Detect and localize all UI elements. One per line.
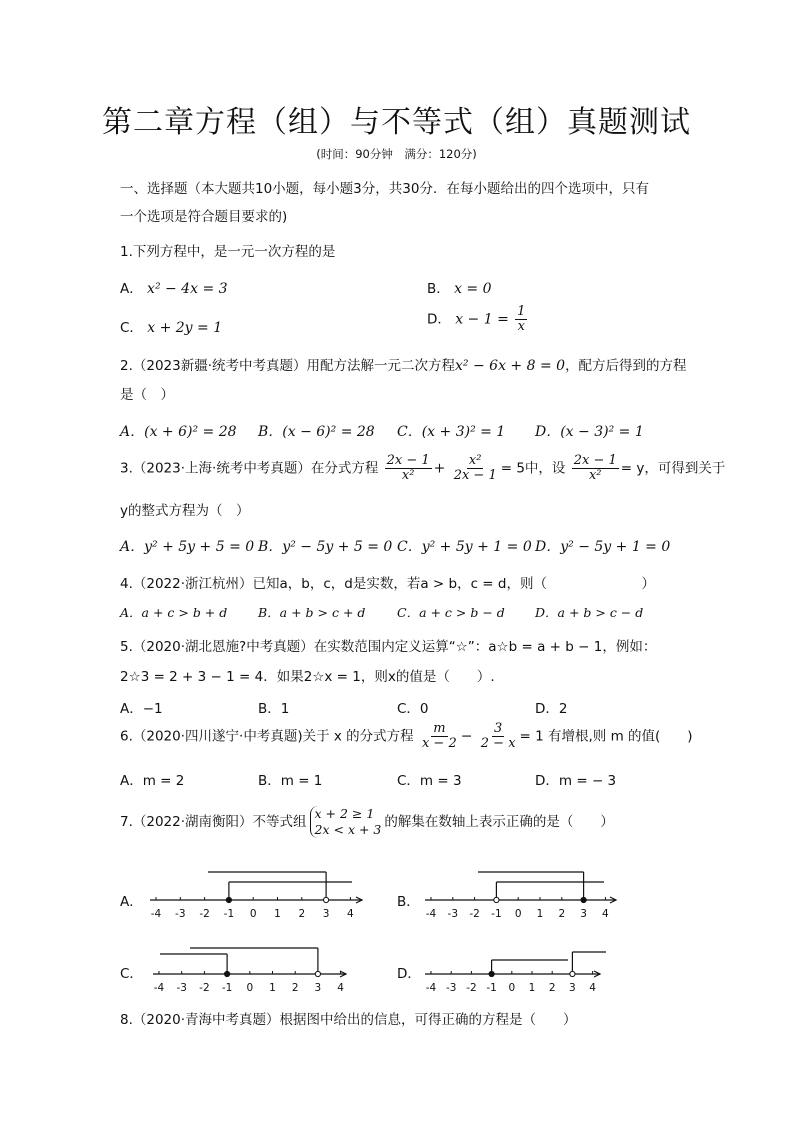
q2-stem-math: x² − 6x + 8 = 0	[455, 358, 566, 374]
tick-label-neg2: -2	[466, 982, 477, 994]
open-point	[324, 897, 329, 902]
q5-stem: 5.（2020·湖北恩施?中考真题）在实数范围内定义运算“☆”：a☆b = a + b − 1，例如：	[120, 639, 657, 655]
q7-option-c-label: C．	[120, 966, 143, 982]
tick-label-1: 1	[274, 908, 281, 920]
tick-label-neg1: -1	[486, 982, 497, 994]
tick-label-3: 3	[314, 982, 322, 994]
q6-option-d: D．m = − 3	[535, 773, 617, 789]
q3-eq: = 5中，设	[500, 460, 566, 477]
q3-eq2: = y，可得到关于	[620, 460, 726, 477]
tick-label-4: 4	[589, 982, 596, 994]
q3-option-c: C．y² + 5y + 1 = 0	[397, 539, 532, 555]
tick-label-1: 1	[536, 908, 544, 920]
tick-label-2: 2	[558, 908, 566, 920]
q3-plus: +	[433, 460, 446, 477]
tick-label-neg4: -4	[425, 908, 437, 920]
tick-label-neg4: -4	[150, 908, 162, 920]
tick-label-3: 3	[322, 908, 330, 920]
q2-option-c: C．(x + 3)² = 1	[397, 424, 506, 440]
q4-option-c: C．a + c > b − d	[397, 605, 505, 620]
tick-label-neg4: -4	[425, 982, 437, 994]
q3-fraction-3: $\frac{2x - 1}{\text{x²}}$	[573, 453, 617, 483]
tick-label-3: 3	[580, 908, 587, 920]
q2-stem-text2: ，配方后得到的方程	[565, 358, 687, 374]
page-title: 第二章方程（组）与不等式（组）真题测试	[102, 105, 691, 140]
q3-option-d: D．y² − 5y + 1 = 0	[535, 539, 671, 555]
tick-label-neg2: -2	[469, 908, 480, 920]
q2-stem-line2: 是（ ）	[120, 387, 174, 403]
tick-label-1: 1	[269, 982, 276, 994]
q6-option-b: B．m = 1	[258, 773, 323, 789]
q1-c-math: x + 2y = 1	[147, 320, 223, 336]
tick-label-4: 4	[347, 908, 354, 920]
closed-point	[489, 971, 494, 976]
q4-option-a: A．a + c > b + d	[120, 605, 228, 620]
q4-option-b: B．a + b > c + d	[258, 605, 366, 620]
q2-option-b: B．(x − 6)² = 28	[258, 424, 375, 440]
tick-label-0: 0	[508, 982, 516, 994]
q3-stem-text: 3.（2023·上海·统考中考真题）在分式方程	[120, 460, 379, 477]
tick-label-4: 4	[337, 982, 344, 994]
q3-fraction-1: $\frac{2x - 1}{\text{x²}}$	[386, 453, 430, 483]
number-line-d	[425, 952, 606, 994]
tick-label-1: 1	[528, 982, 536, 994]
q7-option-d-label: D．	[397, 966, 421, 982]
closed-point	[581, 897, 586, 902]
section-heading-line1: 一、选择题（本大题共10小题，每小题3分，共30分．在每小题给出的四个选项中，只有	[120, 181, 649, 197]
tick-label-neg2: -2	[199, 908, 210, 920]
q6-option-a: A．m = 2	[120, 773, 185, 789]
tick-label-neg1: -1	[491, 908, 502, 920]
open-point	[494, 897, 499, 902]
section-heading-line2: 一个选项是符合题目要求的)	[120, 209, 288, 225]
tick-label-4: 4	[602, 908, 609, 920]
tick-label-neg4: -4	[153, 982, 165, 994]
tick-label-0: 0	[514, 908, 522, 920]
closed-point	[226, 897, 231, 902]
q6-minus: −	[460, 728, 473, 745]
q5-option-b: B．1	[258, 701, 290, 717]
q7-ineq-2: 2x < x + 3	[314, 822, 382, 837]
tick-label-neg1: -1	[223, 908, 235, 920]
q3-option-a: A．y² + 5y + 5 = 0	[120, 539, 255, 555]
tick-label-2: 2	[548, 982, 556, 994]
tick-label-2: 2	[298, 908, 306, 920]
q4-option-d: D．a + b > c − d	[535, 605, 644, 620]
q5-option-c: C．0	[397, 701, 429, 717]
tick-label-neg3: -3	[445, 982, 457, 994]
q7-option-a-label: A．	[120, 894, 143, 910]
q6-stem-text2: = 1 有增根,则 m 的值( )	[519, 728, 693, 745]
number-line-a	[150, 872, 362, 920]
open-point	[570, 971, 575, 976]
q8-stem: 8.（2020·青海中考真题）根据图中给出的信息，可得正确的方程是（ ）	[120, 1012, 577, 1028]
tick-label-2: 2	[291, 982, 299, 994]
q5-stem-line2: 2☆3 = 2 + 3 − 1 = 4．如果2☆x = 1，则x的值是（ ）.	[120, 669, 495, 685]
q7-ineq-1: x + 2 ≥ 1	[314, 806, 375, 821]
q1-d-math: x − 1 =	[455, 311, 509, 328]
q2-option-d: D．(x − 3)² = 1	[535, 424, 644, 440]
tick-label-neg3: -3	[175, 908, 186, 920]
q6-stem-text: 6.（2020·四川遂宁·中考真题)关于 x 的分式方程	[120, 728, 414, 745]
q1-b-math: x = 0	[454, 281, 492, 297]
q6-option-c: C．m = 3	[397, 773, 462, 789]
q6-fraction-2: $\frac{3}{2 - x}$	[480, 721, 516, 751]
page-subtitle: (时间：90分钟 满分：120分)	[316, 147, 477, 161]
q1-stem: 1.下列方程中，是一元一次方程的是	[120, 244, 336, 260]
q5-option-a: A．−1	[120, 701, 163, 717]
q1-a-label: A．	[120, 281, 143, 297]
q1-b-label: B．	[427, 281, 450, 297]
q7-stem-text2: 的解集在数轴上表示正确的是（ ）	[384, 814, 614, 830]
q7-option-b-label: B．	[397, 894, 420, 910]
tick-label-neg1: -1	[221, 982, 233, 994]
q3-option-b: B．y² − 5y + 5 = 0	[258, 539, 393, 555]
tick-label-3: 3	[569, 982, 576, 994]
q7-stem-text: 7.（2022·湖南衡阳）不等式组	[120, 814, 307, 830]
tick-label-neg3: -3	[176, 982, 187, 994]
number-line-c	[153, 948, 346, 994]
number-line-b	[425, 872, 616, 920]
q1-d-label: D．	[427, 311, 451, 328]
q2-option-a: A．(x + 6)² = 28	[120, 424, 237, 440]
tick-label-0: 0	[246, 982, 254, 994]
q1-d-fraction: $\frac{1}{x}$	[517, 304, 526, 334]
tick-label-neg2: -2	[199, 982, 210, 994]
q5-option-d: D．2	[535, 701, 568, 717]
q1-c-label: C．	[120, 320, 143, 336]
q4-stem: 4.（2022·浙江杭州）已知a，b，c，d是实数，若a > b，c = d，则（ ）	[120, 576, 655, 592]
closed-point	[225, 971, 230, 976]
q3-fraction-2: $\frac{\text{x²}}{2x - 1}$	[453, 453, 497, 483]
tick-label-0: 0	[249, 908, 257, 920]
open-point	[315, 971, 320, 976]
q2-stem-text: 2.（2023新疆·统考中考真题）用配方法解一元二次方程	[120, 358, 456, 374]
tick-label-neg3: -3	[447, 908, 459, 920]
q1-a-math: x² − 4x = 3	[147, 281, 228, 297]
q3-stem-line2: y的整式方程为（ ）	[120, 503, 250, 519]
q6-fraction-1: $\frac{m}{x - 2}$	[421, 721, 457, 751]
